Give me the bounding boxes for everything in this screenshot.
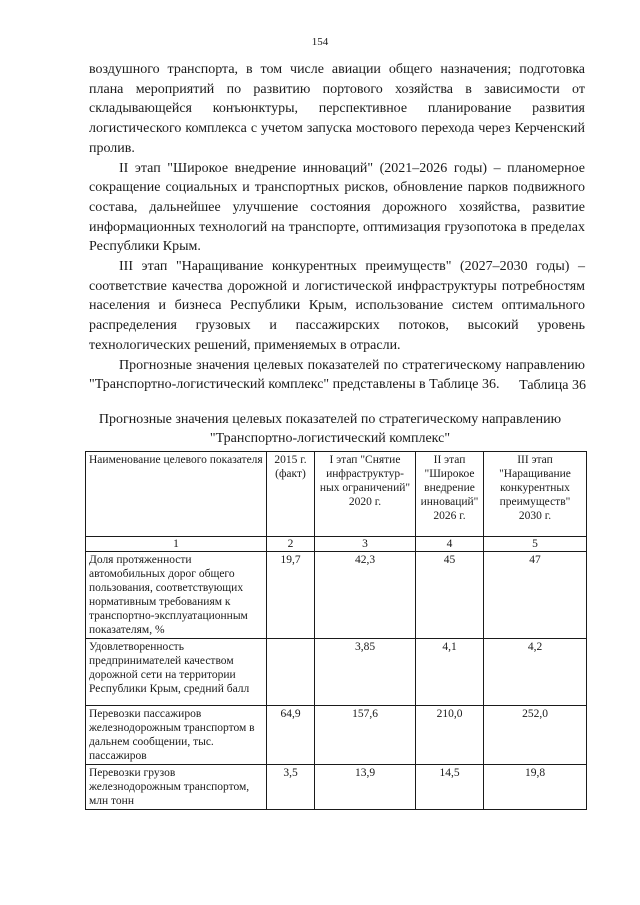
forecast-table [85, 451, 587, 810]
table-row [86, 765, 587, 810]
value-2020: 157,6 [315, 706, 416, 765]
value-2015 [267, 639, 315, 706]
column-number: 3 [315, 537, 416, 552]
value-2026: 210,0 [416, 706, 484, 765]
header-stage-3: III этап "Наращивание конкурентных преимуществ" 2030 г. [484, 452, 587, 537]
value-2026: 4,1 [416, 639, 484, 706]
value-2015: 64,9 [267, 706, 315, 765]
value-2030: 19,8 [484, 765, 587, 810]
value-2015: 19,7 [267, 552, 315, 639]
value-2030: 4,2 [484, 639, 587, 706]
column-number: 2 [267, 537, 315, 552]
header-stage-1: I этап "Снятие инфраструктур-ных ограничений" 2020 г. [315, 452, 416, 537]
column-number-row [86, 537, 587, 552]
paragraph-forecast: Прогнозные значения целевых показателей по стратегическому направлению "Транспортно-логистический комплекс" представлены в Таблице 36. [89, 357, 585, 393]
column-number: 5 [484, 537, 587, 552]
value-2020: 42,3 [315, 552, 416, 639]
page-number: 154 [311, 36, 329, 48]
column-number: 1 [86, 537, 267, 552]
paragraph-intro: воздушного транспорта, в том числе авиации общего назначения; подготовка плана мероприятий по развитию портового хозяйства в зависимости от складывающейся конъюнктуры, перспективное планирование развития логистического комплекса с учетом запуска мостового перехода через Керченский пролив. [89, 62, 585, 156]
column-number: 4 [416, 537, 484, 552]
indicator-name: Перевозки пассажиров железнодорожным транспортом в дальнем сообщении, тыс. пассажиров [86, 706, 267, 765]
table-caption-line-1: Прогнозные значения целевых показателей по стратегическому направлению [98, 412, 562, 427]
header-2015: 2015 г. (факт) [267, 452, 315, 537]
header-stage-2: II этап "Широкое внедрение инноваций" 2026 г. [416, 452, 484, 537]
indicator-name: Удовлетворенность предпринимателей качеством дорожной сети на территории Республики Крым, средний балл [86, 639, 267, 706]
value-2020: 13,9 [315, 765, 416, 810]
value-2030: 252,0 [484, 706, 587, 765]
value-2026: 14,5 [416, 765, 484, 810]
value-2030: 47 [484, 552, 587, 639]
indicator-name: Доля протяженности автомобильных дорог общего пользования, соответствующих нормативным требованиям к транспортно-эксплуатационным показателям, % [86, 552, 267, 639]
table-row [86, 706, 587, 765]
value-2020: 3,85 [315, 639, 416, 706]
table-caption [70, 410, 590, 448]
value-2026: 45 [416, 552, 484, 639]
header-indicator-name: Наименование целевого показателя [86, 452, 267, 537]
table-header-row [86, 452, 587, 537]
body-text [89, 60, 585, 395]
table-label: Таблица 36 [519, 378, 586, 393]
paragraph-stage-2: II этап "Широкое внедрение инноваций" (2021–2026 годы) – планомерное сокращение социальных и транспортных рисков, обновление парков подвижного состава, дальнейшее улучшение состояния дорожного хозяйства, развитие информационных технологий на транспорте, оптимизация грузопотока в пределах Республики Крым. [89, 160, 585, 255]
table-row [86, 552, 587, 639]
table-caption-line-2: "Транспортно-логистический комплекс" [209, 431, 451, 446]
indicator-name: Перевозки грузов железнодорожным транспортом, млн тонн [86, 765, 267, 810]
value-2015: 3,5 [267, 765, 315, 810]
paragraph-stage-3: III этап "Наращивание конкурентных преимуществ" (2027–2030 годы) – соответствие качества дорожной и логистической инфраструктуры потребностям населения и бизнеса Республики Крым, использование систем оптимального распределения грузовых и пассажирских потоков, высокий уровень технологических решений, применяемых в отрасли. [89, 259, 585, 353]
table-row [86, 639, 587, 706]
